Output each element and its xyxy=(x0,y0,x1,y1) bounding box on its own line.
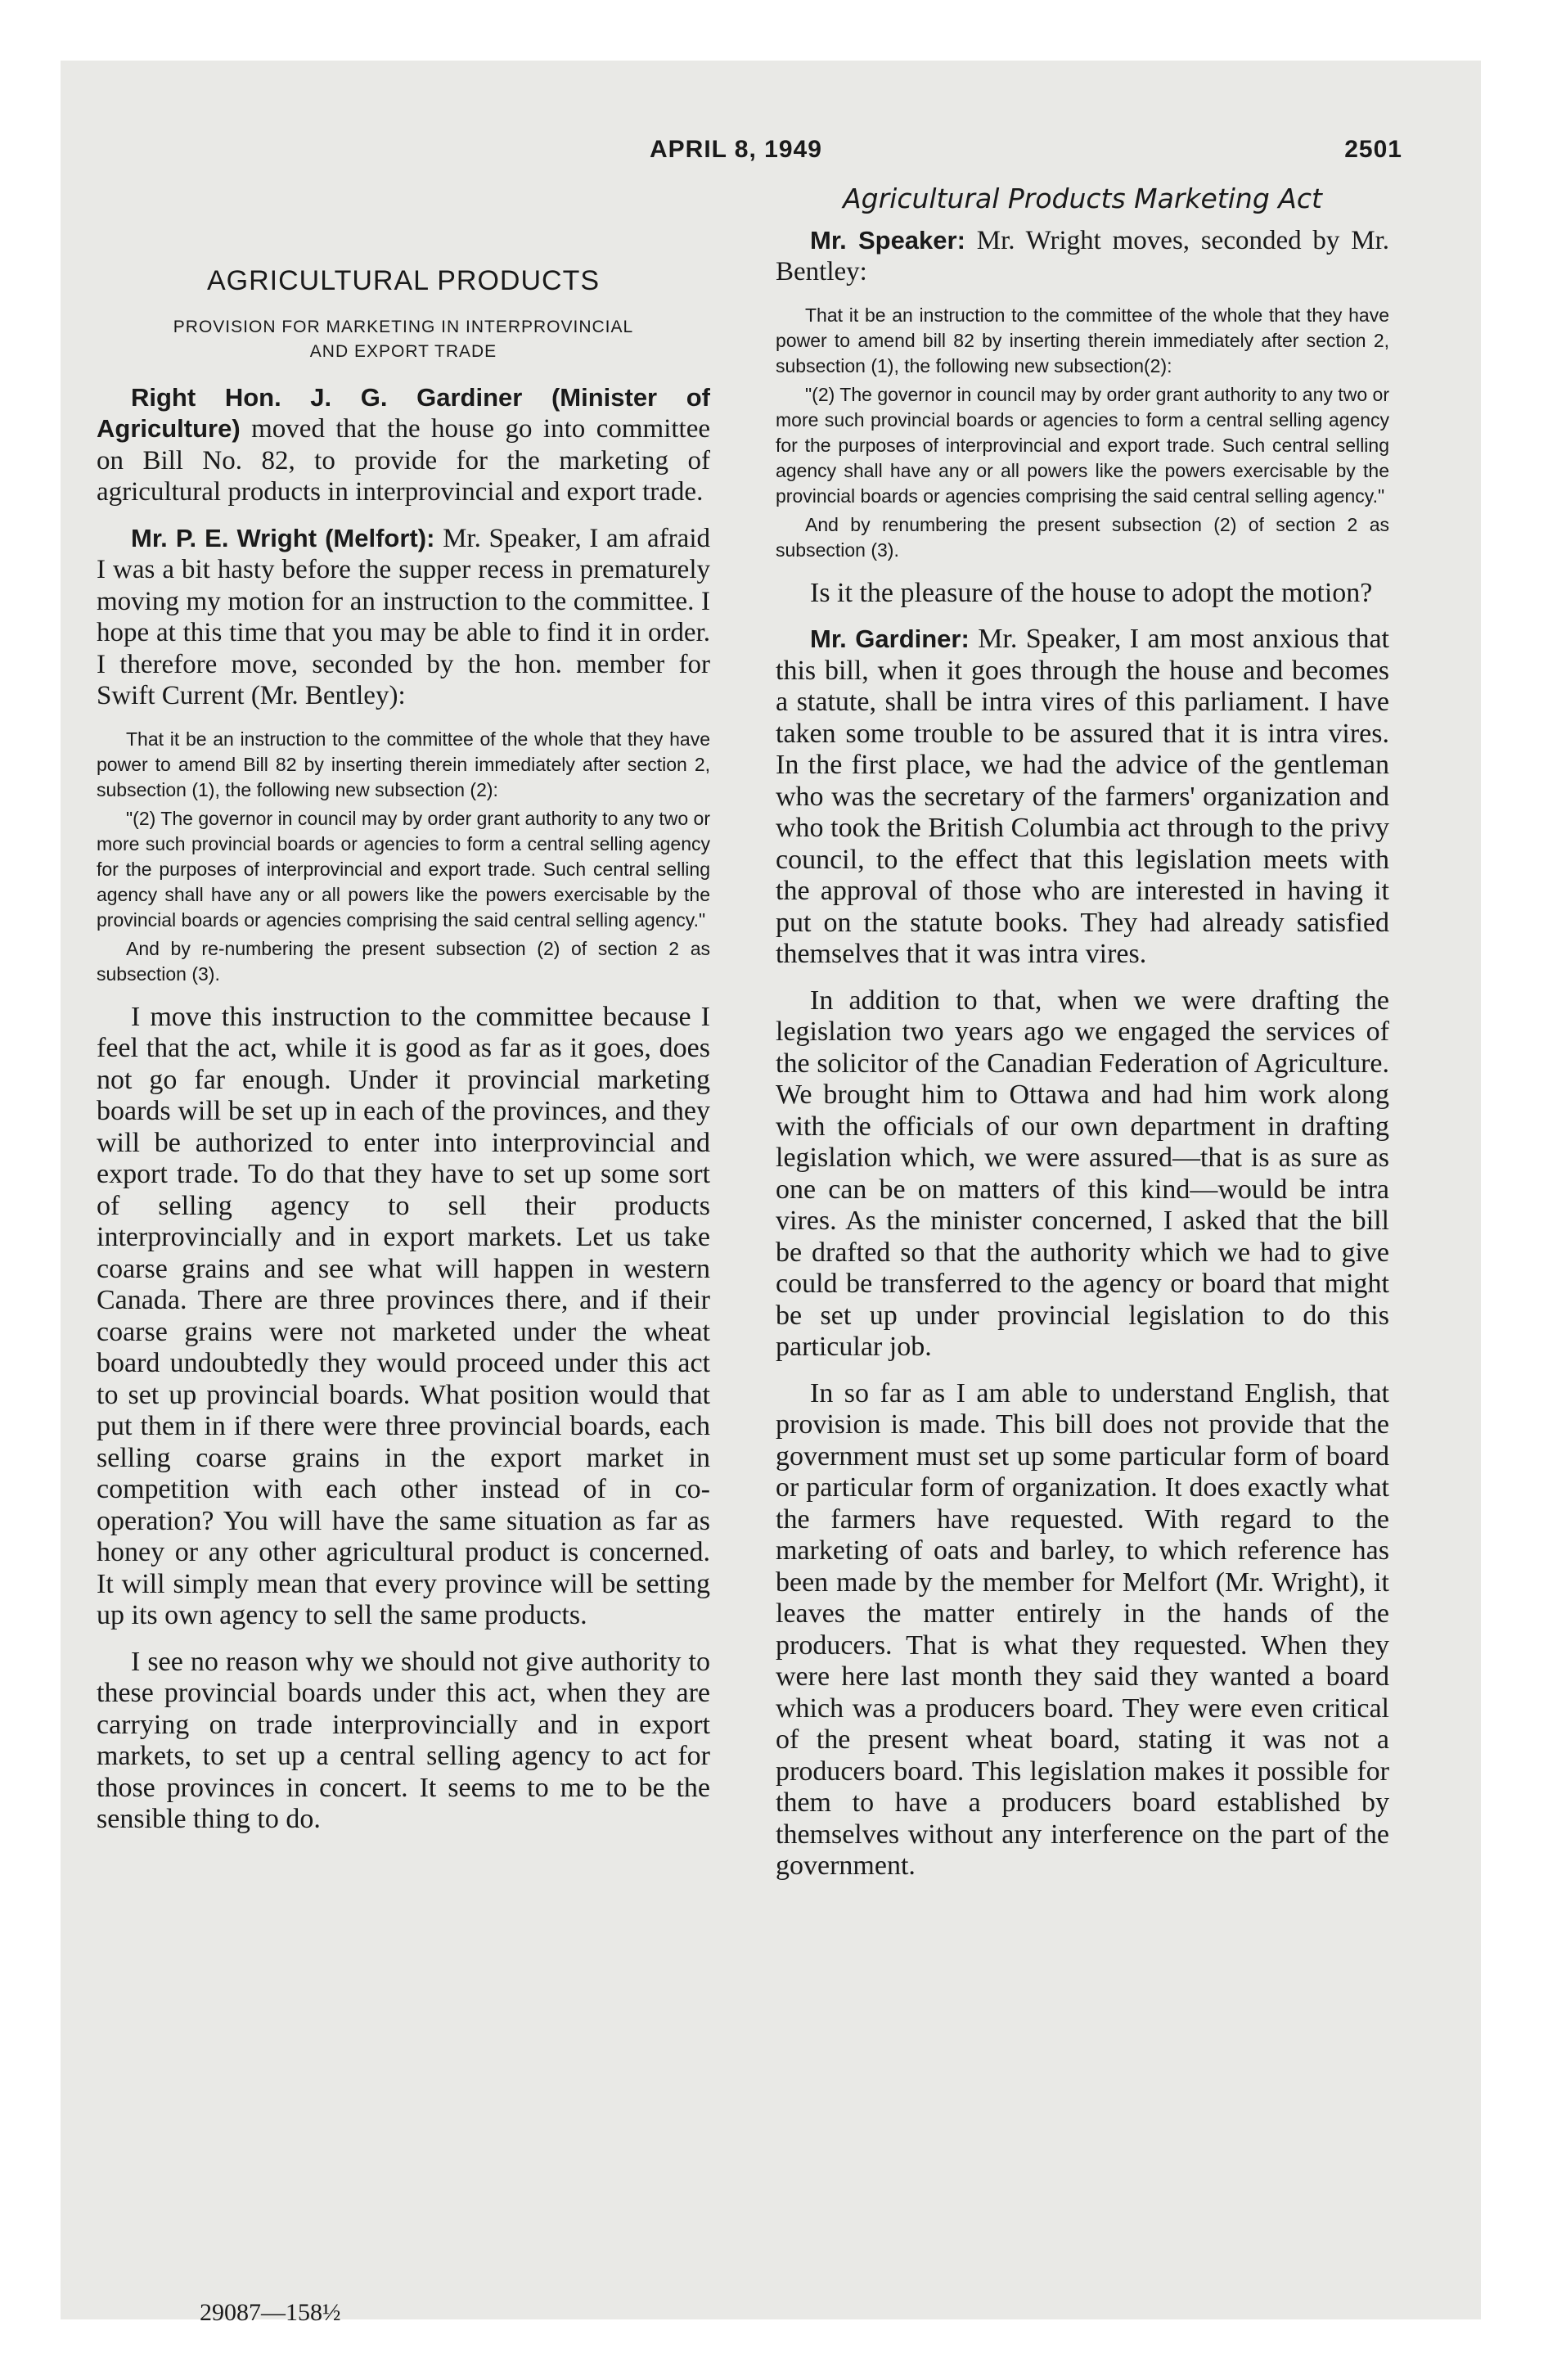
section-title: AGRICULTURAL PRODUCTS xyxy=(206,265,601,296)
speaker-name: Mr. Speaker: xyxy=(810,225,965,255)
quoted-motion: And by renumbering the present subsection (2) of section 2 as subsection (3). xyxy=(776,513,1389,561)
running-title: Agricultural Products Marketing Act xyxy=(843,183,1322,214)
paragraph xyxy=(776,225,1389,288)
speaker-name: Right Hon. J. G. Gardiner (Minister of Agriculture) xyxy=(97,382,710,443)
paragraph xyxy=(97,382,710,508)
subtitle-line: AND EXPORT TRADE xyxy=(309,341,497,361)
paragraph: In addition to that, when we were drafting the legislation two years ago we engaged the services of the solicitor of the Canadian Federation of Agriculture. We brought him to Ottawa and had him work along with the officials of our own department in drafting legislation which, we were assured—that is as sure as one can be on matters of this kind—would be intra vires. As the minister concerned, I asked that the bill be drafted so that the authority which we had to give could be transferred to the agency or board that might be set up under provincial legislation to do this particular job. xyxy=(776,985,1389,1362)
page-footer-code: 29087—158½ xyxy=(200,2299,341,2326)
speaker-name: Mr. P. E. Wright (Melfort): xyxy=(131,523,435,552)
quoted-motion: "(2) The governor in council may by order grant authority to any two or more such provincial boards or agencies to form a central selling agency for the purposes of interprovincial and export trade. Such central selling agency shall have any or all powers like the powers exercisable by the provincial boards or agencies comprising the said central selling agency." xyxy=(97,807,710,931)
section-subtitle xyxy=(97,315,710,364)
paragraph: I see no reason why we should not give authority to these provincial boards under this act, when they are carrying on trade interprovincially and in export markets, to set up a central selling agency to act for those provinces in concert. It seems to me to be the sensible thing to do. xyxy=(97,1646,710,1834)
paragraph-text: Mr. Speaker, I am afraid I was a bit hasty before the supper recess in prematurely moving my motion for an instruction to the committee. I hope at this time that you may be able to find it in order. I therefore move, seconded by the hon. member for Swift Current (Mr. Bentley): xyxy=(97,523,710,710)
left-column xyxy=(97,265,710,1850)
quoted-motion: "(2) The governor in council may by order grant authority to any two or more such provincial boards or agencies to form a central selling agency for the purposes of interprovincial and export trade. Such central selling agency shall have any or all powers like the powers exercisable by the provincial boards or agencies comprising the said central selling agency." xyxy=(776,383,1389,507)
page-number: 2501 xyxy=(1344,136,1402,163)
page-header xyxy=(61,136,1481,177)
paragraph xyxy=(776,624,1389,971)
page-date: APRIL 8, 1949 xyxy=(650,136,822,163)
quoted-motion: And by re-numbering the present subsection (2) of section 2 as subsection (3). xyxy=(97,937,710,985)
paragraph-text: Mr. Wright moves, seconded by Mr. Bentley: xyxy=(776,225,1389,286)
paragraph-text: moved that the house go into committee on Bill No. 82, to provide for the marketing of agricultural products in interprovincial and export trade. xyxy=(97,414,710,507)
subtitle-line: PROVISION FOR MARKETING IN INTERPROVINCIAL xyxy=(173,317,634,336)
right-column xyxy=(776,183,1389,1897)
quoted-motion: That it be an instruction to the committee of the whole that they have power to amend bill 82 by inserting therein immediately after section 2, subsection (1), the following new subsection(2): xyxy=(776,304,1389,376)
paragraph-text: Mr. Speaker, I am most anxious that this bill, when it goes through the house and becomes a statute, shall be intra vires of this parliament. I have taken some trouble to be assured that it is intra vires. In the first place, we had the advice of the gentleman who was the secretary of the farmers' organization and who took the British Columbia act through to the privy council, to the effect that this legislation meets with the approval of those who are interested in having it put on the statute books. They had already satisfied themselves that it was intra vires. xyxy=(776,624,1389,969)
paragraph: Is it the pleasure of the house to adopt the motion? xyxy=(810,577,1373,608)
speaker-name: Mr. Gardiner: xyxy=(810,624,970,653)
paragraph: In so far as I am able to understand English, that provision is made. This bill does not provide that the government must set up some particular form of board or particular form of organization. It does exactly what the farmers have requested. With regard to the marketing of oats and barley, to which reference has been made by the member for Melfort (Mr. Wright), it leaves the matter entirely in the hands of the producers. That is what they requested. When they were here last month they said they wanted a board which was a producers board. They were even critical of the present wheat board, stating it was not a producers board. This legislation makes it possible for them to have a producers board established by themselves without any interference on the part of the government. xyxy=(776,1377,1389,1881)
paragraph xyxy=(97,523,710,712)
paragraph: I move this instruction to the committee because I feel that the act, while it is good as far as it goes, does not go far enough. Under it provincial marketing boards will be set up in each of the provinces, and they will be authorized to enter into interprovincial and export trade. To do that they have to set up some sort of selling agency to sell their products interprovincially and in export markets. Let us take coarse grains and see what will happen in western Canada. There are three provinces there, and if their coarse grains were not marketed under the wheat board undoubtedly they would proceed under this act to set up provincial boards. What position would that put them in if there were three provincial boards, each selling coarse grains in the export market in competition with each other instead of in co-operation? You will have the same situation as far as honey or any other agricultural product is concerned. It will simply mean that every province will be setting up its own agency to sell the same products. xyxy=(97,1001,710,1630)
document-page xyxy=(61,61,1481,2326)
quoted-motion: That it be an instruction to the committee of the whole that they have power to amend Bill 82 by inserting therein immediately after section 2, subsection (1), the following new subsection (2): xyxy=(97,728,710,800)
